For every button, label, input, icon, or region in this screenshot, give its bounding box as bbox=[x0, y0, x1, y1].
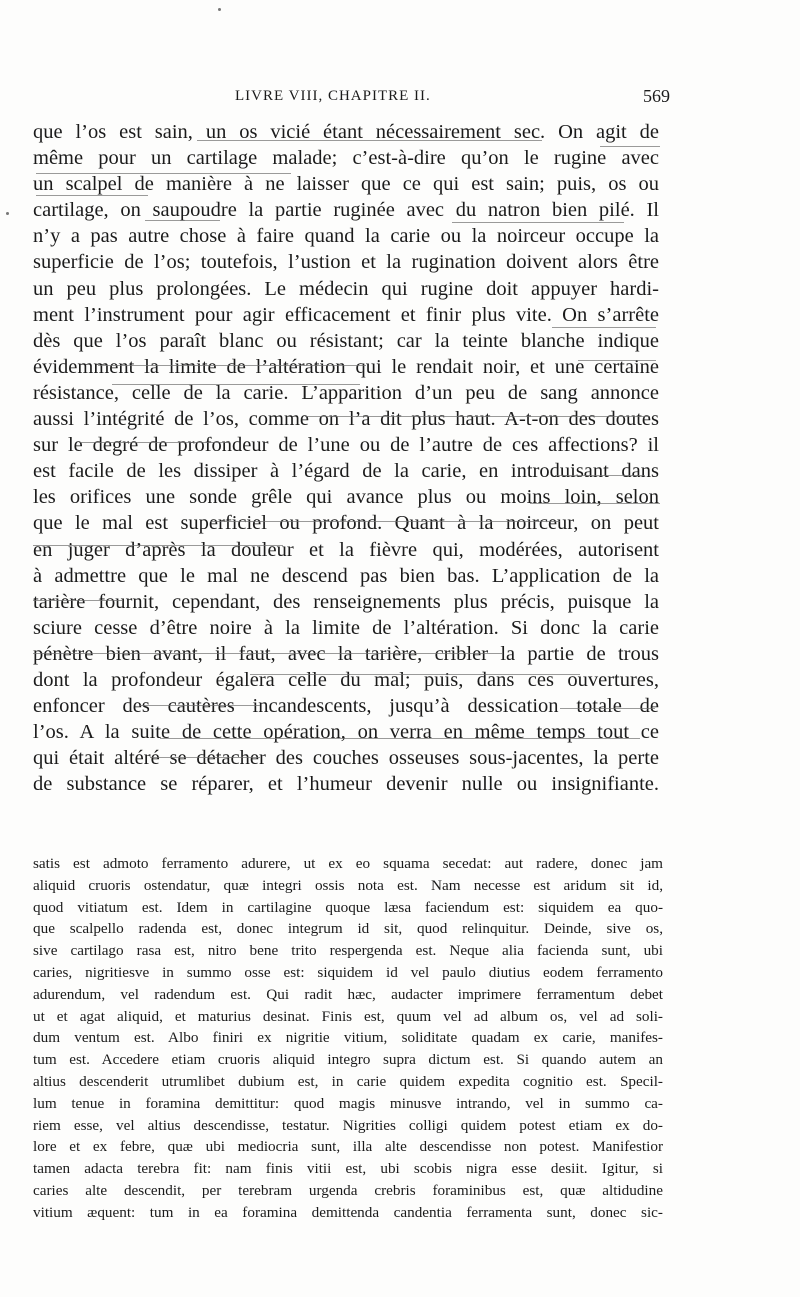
text-line: qui était altéré se détacher des couches osseuses sous-jacentes, la perte bbox=[33, 747, 659, 770]
pencil-underline bbox=[160, 738, 640, 739]
text-line: résistance, celle de la carie. L’apparition d’un peu de sang annonce bbox=[33, 381, 659, 404]
latin-line: quod vitiatum est. Idem in cartilagine quoque læsa faciendum est: siquidem ea quo- bbox=[33, 898, 663, 916]
text-line: que l’os est sain, un os vicié étant nécessairement sec. On agit de bbox=[33, 121, 659, 143]
text-line: les orifices une sonde grêle qui avance plus ou moins loin, selon bbox=[33, 486, 659, 509]
text-line: est facile de les dissiper à l’égard de la carie, en introduisant dans bbox=[33, 460, 659, 483]
latin-line: caries, nigritiesve in summo osse est: siquidem id vel paulo diutius eodem ferramento bbox=[33, 963, 663, 981]
latin-line: riem esse, vel altius descendisse, testatur. Nigrities colligi quidem potest etiam ex do- bbox=[33, 1116, 663, 1134]
latin-line: ut et agat aliquid, et maturius desinat. Finis est, quum vel ad album os, vel ad soli- bbox=[33, 1007, 663, 1025]
pencil-underline bbox=[552, 327, 656, 328]
text-line: sciure cesse d’être noire à la limite de l’altération. Si donc la carie bbox=[33, 616, 659, 639]
pencil-underline bbox=[210, 521, 560, 522]
pencil-underline bbox=[197, 140, 542, 141]
text-line: dès que l’os paraît blanc ou résistant; car la teinte blanche indique bbox=[33, 329, 659, 352]
pencil-underline bbox=[33, 600, 123, 601]
latin-line: sive cartilago rasa est, nitro bene trito respergenda est. Neque alia facienda sunt, ubi bbox=[33, 942, 663, 960]
text-line: enfoncer des cautères incandescents, jusqu’à dessication totale de bbox=[33, 695, 659, 718]
text-line: ment l’instrument pour agir efficacement et finir plus vite. On s’arrête bbox=[33, 303, 659, 326]
french-translation bbox=[33, 119, 659, 797]
text-line: à admettre que le mal ne descend pas bien bas. L’application de la bbox=[33, 564, 659, 587]
latin-line: lore et ex febre, quæ ubi mediocria sunt, illa alte descendisse non potest. Manifestior bbox=[33, 1138, 663, 1156]
pencil-underline bbox=[305, 416, 650, 417]
text-line: en juger d’après la douleur et la fièvre qui, modérées, autorisent bbox=[33, 538, 659, 561]
text-line: dont la profondeur égalera celle du mal; puis, dans ces ouvertures, bbox=[33, 668, 659, 691]
text-line: de substance se réparer, et l’humeur devenir nulle ou insignifiante. bbox=[33, 773, 659, 796]
text-line: que le mal est superficiel ou profond. Quant à la noirceur, on peut bbox=[33, 512, 659, 535]
text-line: évidemment la limite de l’altération qui le rendait noir, et une certaine bbox=[33, 355, 659, 378]
latin-line: caries alte descendit, per terebram urgenda crebris foraminibus est, quæ altidudine bbox=[33, 1181, 663, 1199]
pencil-underline bbox=[560, 708, 655, 709]
latin-line: dum ventum est. Albo finiri ex nigritie vitium, soliditate quadam ex carie, manifes- bbox=[33, 1029, 663, 1047]
pencil-underline bbox=[578, 360, 656, 361]
text-line: cartilage, on saupoudre la partie ruginée avec du natron bien pilé. Il bbox=[33, 199, 659, 222]
latin-line: vitium æquent: tum in ea foramina demittenda candentia ferramenta sunt, donec sic- bbox=[33, 1203, 663, 1221]
latin-line: tamen adacta terebra fit: nam finis vitii est, ubi scobis nigra esse desiit. Igitur, si bbox=[33, 1160, 663, 1178]
text-line: n’y a pas autre chose à faire quand la carie ou la noirceur occupe la bbox=[33, 225, 659, 248]
pencil-underline bbox=[452, 222, 624, 223]
running-head: LIVRE VIII, CHAPITRE II. bbox=[235, 88, 431, 104]
pencil-underline bbox=[33, 545, 283, 546]
latin-line: lum tenue in foramina demittitur: quod magis minusve intrando, vel in summo ca- bbox=[33, 1094, 663, 1112]
latin-line: que scalpello radenda est, donec integrum id sit, quod relinquitur. Deinde, sive os, bbox=[33, 920, 663, 938]
text-line: superficie de l’os; toutefois, l’ustion et la rugination doivent alors être bbox=[33, 251, 659, 274]
text-line: même pour un cartilage malade; c’est-à-dire qu’on le rugine avec bbox=[33, 147, 659, 170]
pencil-underline bbox=[140, 705, 260, 706]
text-line: un scalpel de manière à ne laisser que ce qui est sain; puis, os ou bbox=[33, 173, 659, 196]
margin-speck bbox=[218, 8, 221, 11]
pencil-underline bbox=[98, 365, 366, 366]
page-number: 569 bbox=[643, 86, 670, 106]
latin-line: adurendum, vel radendum est. Qui radit hæc, audacter imprimere ferramentum debet bbox=[33, 985, 663, 1003]
text-line: pénètre bien avant, il faut, avec la tarière, cribler la partie de trous bbox=[33, 642, 659, 665]
page-header bbox=[30, 86, 670, 112]
text-line: l’os. A la suite de cette opération, on verra en même temps tout ce bbox=[33, 721, 659, 744]
latin-line: altius descenderit utrumlibet dubium est, in carie quidem expedita cognitio est. Specil- bbox=[33, 1072, 663, 1090]
pencil-underline bbox=[33, 653, 503, 654]
text-line: un peu plus prolongées. Le médecin qui rugine doit appuyer hardi- bbox=[33, 277, 659, 300]
text-line: sur le degré de profondeur de l’une ou de l’autre de ces affections? il bbox=[33, 434, 659, 457]
text-line: aussi l’intégrité de l’os, comme on l’a dit plus haut. A-t-on des doutes bbox=[33, 408, 659, 431]
pencil-underline bbox=[250, 674, 580, 675]
pencil-underline bbox=[112, 384, 360, 385]
pencil-underline bbox=[600, 146, 660, 147]
text-line: tarière fournit, cependant, des renseignements plus précis, puisque la bbox=[33, 590, 659, 613]
pencil-underline bbox=[80, 442, 230, 443]
margin-speck bbox=[6, 212, 9, 215]
latin-line: satis est admoto ferramento adurere, ut ex eo squama secedat: aut radere, donec jam bbox=[33, 855, 663, 872]
pencil-underline bbox=[145, 220, 220, 221]
pencil-underline bbox=[150, 757, 260, 758]
pencil-underline bbox=[36, 195, 148, 196]
latin-line: aliquid cruoris ostendatur, quæ integri ossis nota est. Nam necesse est aridum sit id, bbox=[33, 876, 663, 894]
latin-line: tum est. Accedere etiam cruoris aliquid integro supra dictum est. Si quando autem an bbox=[33, 1051, 663, 1069]
latin-original bbox=[33, 853, 663, 1224]
pencil-underline bbox=[530, 503, 660, 504]
pencil-underline bbox=[36, 173, 291, 174]
pencil-underline bbox=[555, 475, 645, 476]
